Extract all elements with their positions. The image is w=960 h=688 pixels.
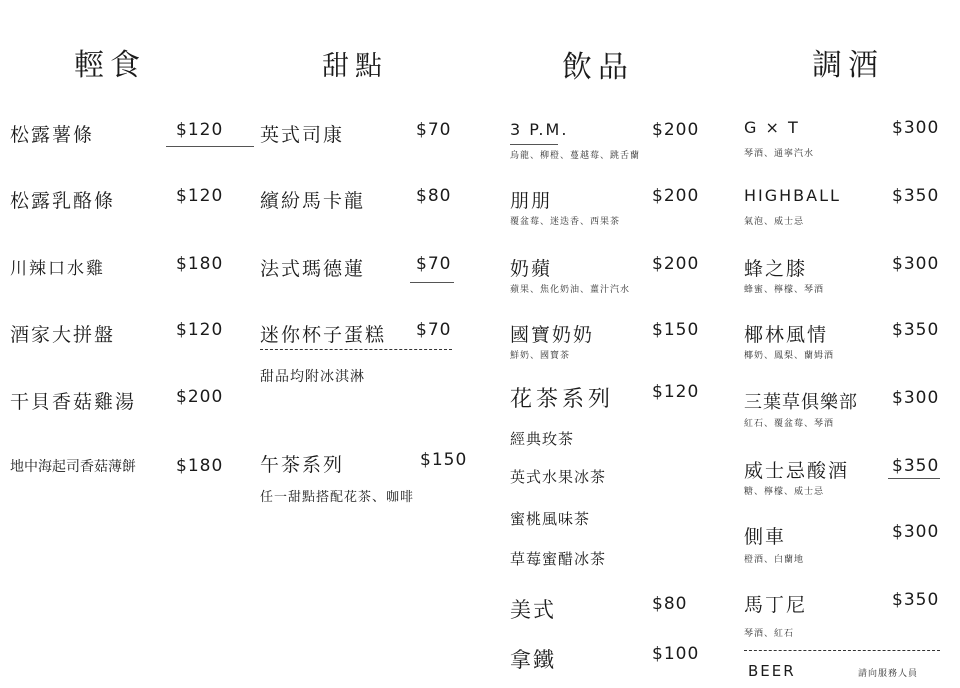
item-desc: 蜂蜜、檸檬、琴酒 bbox=[744, 285, 825, 295]
item-price: $300 bbox=[892, 254, 940, 274]
item-price: $200 bbox=[176, 387, 224, 407]
drinks-column bbox=[508, 0, 730, 688]
item-price: $350 bbox=[892, 186, 940, 206]
item-price: $70 bbox=[416, 254, 452, 274]
cocktails-column bbox=[742, 0, 956, 688]
item-desc: 紅石、覆盆莓、琴酒 bbox=[744, 419, 835, 429]
item-name: 川辣口水雞 bbox=[10, 259, 105, 279]
beer-note: 請向服務人員 bbox=[858, 669, 919, 679]
item-name: 繽紛馬卡龍 bbox=[260, 190, 366, 212]
item-name: 三葉草俱樂部 bbox=[744, 392, 858, 413]
item-price: $300 bbox=[892, 388, 940, 408]
item-price: $200 bbox=[652, 120, 700, 140]
item-name: 側車 bbox=[744, 526, 787, 548]
item-name: 拿鐵 bbox=[510, 648, 556, 672]
item-name: 迷你杯子蛋糕 bbox=[260, 324, 387, 346]
item-name: 松露乳酪條 bbox=[10, 190, 116, 212]
dessert-column bbox=[258, 0, 488, 688]
item-price: $180 bbox=[176, 254, 224, 274]
item-desc: 鮮奶、國寶茶 bbox=[510, 351, 571, 361]
drinks-heading: 飲品 bbox=[562, 50, 634, 85]
flower-tea-item: 草莓蜜醋冰茶 bbox=[510, 550, 607, 568]
item-price: $200 bbox=[652, 254, 700, 274]
item-desc: 蘋果、焦化奶油、薑汁汽水 bbox=[510, 285, 631, 295]
item-name: 花茶系列 bbox=[510, 387, 615, 412]
item-desc: 覆盆莓、迷迭香、西果茶 bbox=[510, 217, 621, 227]
item-price: $80 bbox=[652, 594, 688, 614]
item-price: $100 bbox=[652, 644, 700, 664]
item-price: $150 bbox=[420, 450, 468, 470]
item-name: 美式 bbox=[510, 598, 556, 622]
item-price: $70 bbox=[416, 320, 452, 340]
flower-tea-item: 英式水果冰茶 bbox=[510, 468, 607, 486]
item-name: 3 P.M. bbox=[510, 120, 569, 139]
dashed-divider bbox=[260, 349, 452, 350]
item-name: 奶蘋 bbox=[510, 258, 553, 280]
item-price: $350 bbox=[892, 456, 940, 476]
item-name: 松露薯條 bbox=[10, 124, 95, 146]
item-desc: 琴酒、紅石 bbox=[744, 629, 795, 639]
light-food-heading: 輕食 bbox=[74, 48, 146, 83]
flower-tea-item: 蜜桃風味茶 bbox=[510, 510, 591, 528]
item-name: G × T bbox=[744, 118, 800, 137]
item-price: $180 bbox=[176, 456, 224, 476]
light-food-column bbox=[0, 0, 250, 688]
underline bbox=[166, 146, 254, 147]
item-name: 午茶系列 bbox=[260, 454, 345, 476]
item-desc: 烏龍、柳橙、蔓越莓、跳舌蘭 bbox=[510, 151, 641, 161]
item-price: $70 bbox=[416, 120, 452, 140]
item-price: $150 bbox=[652, 320, 700, 340]
item-price: $300 bbox=[892, 118, 940, 138]
item-name: 國寶奶奶 bbox=[510, 324, 595, 346]
dashed-divider bbox=[744, 650, 940, 651]
item-price: $120 bbox=[176, 186, 224, 206]
underline bbox=[410, 282, 454, 283]
item-name: 地中海起司香菇薄餅 bbox=[10, 459, 136, 475]
item-desc: 糖、檸檬、威士忌 bbox=[744, 487, 825, 497]
underline bbox=[888, 478, 940, 479]
item-name: 酒家大拼盤 bbox=[10, 324, 116, 346]
underline bbox=[510, 144, 558, 145]
item-desc: 椰奶、鳳梨、蘭姆酒 bbox=[744, 351, 835, 361]
item-name: 威士忌酸酒 bbox=[744, 460, 850, 482]
item-name: 英式司康 bbox=[260, 124, 345, 146]
item-desc: 橙酒、白蘭地 bbox=[744, 555, 805, 565]
dessert-note: 甜品均附冰淇淋 bbox=[260, 369, 365, 385]
item-desc: 琴酒、通寧汽水 bbox=[744, 149, 815, 159]
afternoon-tea-desc: 任一甜點搭配花茶、咖啡 bbox=[260, 490, 415, 505]
item-price: $120 bbox=[176, 320, 224, 340]
item-price: $350 bbox=[892, 320, 940, 340]
item-price: $120 bbox=[652, 382, 700, 402]
dessert-heading: 甜點 bbox=[322, 51, 388, 82]
item-desc: 氣泡、威士忌 bbox=[744, 217, 805, 227]
item-name: 蜂之膝 bbox=[744, 258, 808, 280]
item-price: $200 bbox=[652, 186, 700, 206]
item-price: $80 bbox=[416, 186, 452, 206]
item-name: 法式瑪德蓮 bbox=[260, 258, 366, 280]
cocktails-heading: 調酒 bbox=[812, 48, 884, 83]
item-name: 馬丁尼 bbox=[744, 594, 808, 616]
beer-label: BEER bbox=[748, 662, 796, 680]
item-name: 椰林風情 bbox=[744, 324, 829, 346]
flower-tea-item: 經典玫茶 bbox=[510, 430, 575, 448]
item-price: $120 bbox=[176, 120, 224, 140]
item-price: $300 bbox=[892, 522, 940, 542]
item-name: 干貝香菇雞湯 bbox=[10, 391, 137, 413]
item-price: $350 bbox=[892, 590, 940, 610]
item-name: 朋朋 bbox=[510, 190, 553, 212]
item-name: HIGHBALL bbox=[744, 186, 841, 205]
